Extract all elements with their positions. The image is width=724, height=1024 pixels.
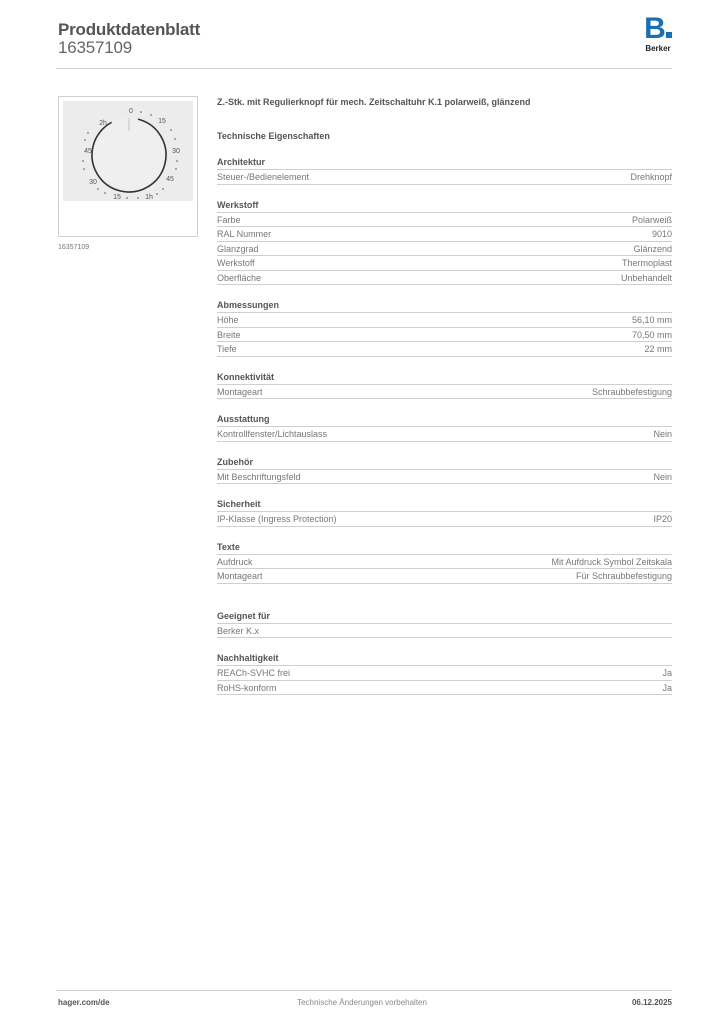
property-row [217,555,672,570]
group-title: Architektur [217,156,672,170]
group-title: Texte [217,541,672,555]
image-caption: 16357109 [58,244,90,251]
property-value: Unbehandelt [620,272,672,283]
property-row [217,624,672,639]
property-value: Polarweiß [631,214,672,225]
property-group [217,299,672,357]
property-label: Montageart [217,386,263,397]
article-number: 16357109 [58,38,133,57]
property-row [217,170,672,185]
property-row [217,271,672,286]
group-title: Geeignet für [217,610,672,624]
property-value: Ja [662,682,672,693]
property-row [217,213,672,228]
group-title: Sicherheit [217,498,672,512]
property-groups [217,156,672,695]
logo-name: Berker [645,44,671,53]
property-value: Schraubbefestigung [591,386,672,397]
property-value: Ja [662,668,672,678]
property-value: IP20 [653,514,672,524]
property-value: 70,50 mm [631,329,672,340]
footer-divider [56,990,672,991]
timer-dial-icon [63,101,193,201]
svg-text:0: 0 [129,108,133,115]
property-row [217,681,672,696]
property-row [217,427,672,442]
property-value: Mit Aufdruck Symbol Zeitskala [551,556,672,567]
property-group [217,199,672,286]
property-label: Höhe [217,315,239,325]
property-value: Nein [653,429,672,439]
property-label: Tiefe [217,344,237,354]
svg-text:15: 15 [113,194,121,201]
group-title: Nachhaltigkeit [217,652,672,666]
property-label: Oberfläche [217,272,262,283]
svg-text:1h: 1h [145,194,153,201]
group-title: Werkstoff [217,199,672,213]
footer-date: 06.12.2025 [631,998,672,1007]
property-label: RoHS-konform [217,682,277,693]
property-label: Berker K.x [217,625,260,636]
property-value: Glänzend [633,243,672,254]
property-value: Drehknopf [630,172,672,182]
property-row [217,313,672,328]
property-row [217,666,672,681]
group-title: Ausstattung [217,413,672,427]
property-label: Steuer-/Bedienelement [217,172,310,182]
logo-letter: B [644,12,665,45]
product-image [58,96,198,237]
property-value: 22 mm [644,344,672,354]
property-group [217,610,672,639]
product-title: Z.-Stk. mit Regulierknopf für mech. Zeitschaltuhr K.1 polarweiß, glänzend [217,97,531,107]
svg-text:30: 30 [172,148,180,155]
svg-text:2h: 2h [99,120,107,127]
property-row [217,328,672,343]
property-label: REACh-SVHC frei [217,668,291,678]
property-row [217,470,672,485]
property-label: IP-Klasse (Ingress Protection) [217,514,337,524]
footer-notice: Technische Änderungen vorbehalten [297,998,427,1007]
property-row [217,242,672,257]
page-title: Produktdatenblatt [58,20,201,39]
property-label: Kontrollfenster/Lichtauslass [217,429,328,439]
product-details [217,96,672,695]
property-value: Für Schraubbefestigung [575,571,672,581]
property-label: Farbe [217,214,241,225]
svg-text:45: 45 [84,148,92,155]
group-title: Konnektivität [217,371,672,385]
property-row [217,569,672,584]
group-title: Abmessungen [217,299,672,313]
property-group [217,652,672,695]
property-label: Aufdruck [217,556,253,567]
property-group [217,456,672,485]
property-row [217,342,672,357]
property-group [217,541,672,584]
berker-logo [640,12,676,56]
svg-text:30: 30 [89,179,97,186]
property-label: Breite [217,329,241,340]
property-value: Nein [653,471,672,482]
logo-mark-icon [640,12,676,45]
property-row [217,256,672,271]
logo-dot-icon [666,32,672,38]
group-title: Zubehör [217,456,672,470]
property-row [217,385,672,400]
property-value: Thermoplast [621,258,672,268]
section-title: Technische Eigenschaften [217,131,330,141]
property-row [217,512,672,527]
property-value: 9010 [651,229,672,239]
property-label: Montageart [217,571,263,581]
footer-website[interactable]: hager.com/de [58,998,110,1007]
svg-text:45: 45 [166,176,174,183]
property-value: 56,10 mm [631,315,672,325]
property-group [217,371,672,400]
property-group [217,156,672,185]
property-group [217,413,672,442]
property-label: Werkstoff [217,258,255,268]
svg-text:15: 15 [158,118,166,125]
property-label: Glanzgrad [217,243,259,254]
header-divider [56,68,672,69]
property-label: RAL Nummer [217,229,272,239]
property-label: Mit Beschriftungsfeld [217,471,301,482]
property-group [217,498,672,527]
property-row [217,227,672,242]
